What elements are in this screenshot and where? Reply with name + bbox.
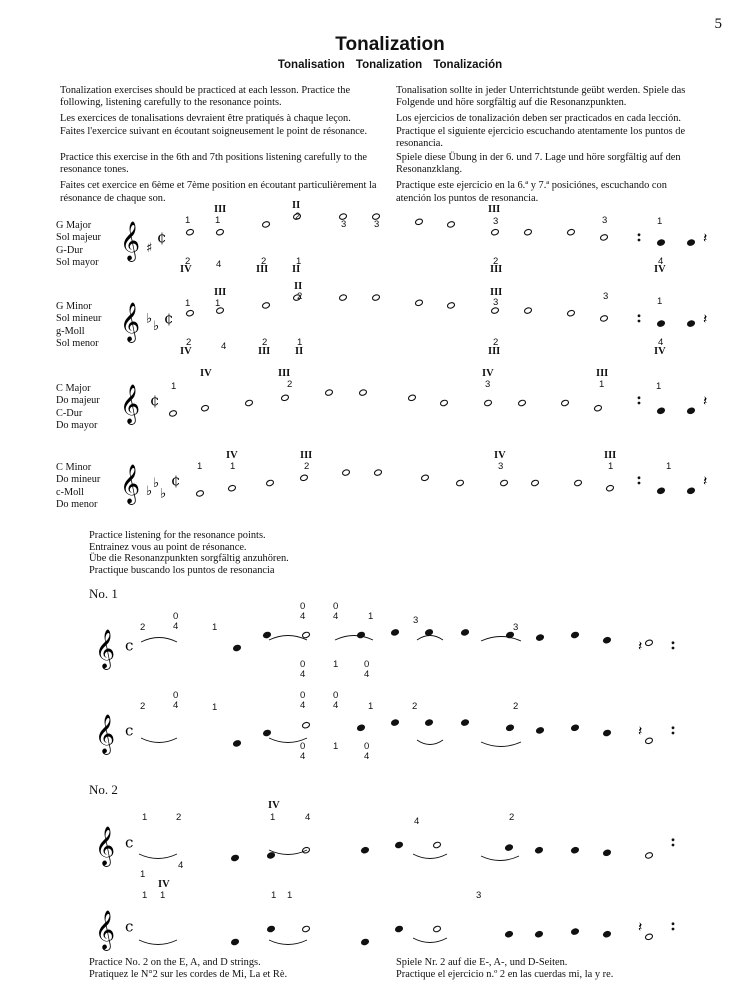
scale-label-c-minor: C Minor Do mineur c-Moll Do menor: [56, 462, 101, 510]
note-head: [361, 847, 370, 854]
treble-clef-icon: 𝄞: [120, 301, 141, 342]
note-head: [687, 487, 696, 494]
note-head: [536, 727, 545, 734]
fingering-number: 1: [271, 890, 277, 901]
fingering-number: 4: [333, 700, 339, 711]
slur: [413, 854, 447, 859]
note-head: [657, 320, 666, 327]
fingering-number: 0: [173, 690, 179, 701]
positions-german: Spiele diese Übung in der 6. und 7. Lage und höre sorgfältig auf den Resonanzklang.: [396, 152, 681, 176]
fingering-number: 3: [485, 379, 491, 390]
note-head: [263, 631, 272, 638]
string-numeral: IV: [482, 368, 494, 379]
fingering-number: 2: [186, 337, 192, 348]
fingering-number: 2: [140, 622, 146, 633]
fingering-number: 1: [212, 702, 218, 713]
note-head: [231, 854, 240, 861]
fingering-number: 2: [261, 256, 267, 267]
exercise-2-title: No. 2: [89, 782, 118, 797]
note-head: [594, 405, 603, 412]
positions-right: [396, 152, 696, 209]
fingering-number: 0: [364, 659, 370, 670]
note-head: [361, 938, 370, 945]
footer-left: Practice No. 2 on the E, A, and D strings. Pratiquez le N°2 sur les cordes de Mi, La et Rè.: [89, 957, 288, 980]
fingering-number: 4: [300, 751, 306, 762]
fingering-number: 2: [185, 256, 191, 267]
note-head: [687, 239, 696, 246]
intro-left: [60, 85, 378, 142]
intro-right: [396, 85, 722, 154]
staff-g-major: [118, 207, 722, 267]
note-head: [535, 931, 544, 938]
note-head: [216, 229, 225, 236]
note-head: [524, 229, 533, 236]
fingering-number: 1: [215, 215, 221, 226]
slur: [335, 636, 373, 641]
string-numeral: III: [278, 368, 291, 379]
intro-spanish: Los ejercicios de tonalización deben ser practicados en cada lección. Practique el siguiente ejercicio escuchando atentamente los puntos de resonancia.: [396, 113, 686, 149]
fingering-number: 4: [658, 337, 664, 348]
fingering-number: 1: [368, 701, 374, 712]
staff-g-minor: [118, 288, 722, 348]
note-head: [571, 724, 580, 731]
note-head: [603, 849, 612, 856]
fingering-number: 4: [305, 812, 311, 823]
fingering-number: 4: [216, 259, 222, 270]
fingering-number: 2: [513, 701, 519, 712]
note-head: [524, 307, 533, 314]
note-head: [531, 479, 540, 486]
time-signature: ¢: [150, 391, 160, 410]
slur: [269, 940, 307, 945]
string-numeral: III: [214, 287, 227, 298]
string-numeral: II: [294, 281, 303, 292]
string-numeral: III: [488, 346, 501, 357]
subtitle-spanish: Tonalización: [433, 59, 503, 71]
note-head: [645, 852, 654, 859]
string-numeral: IV: [654, 264, 666, 275]
fingering-number: 4: [178, 860, 184, 871]
note-head: [357, 631, 366, 638]
fingering-number: 4: [221, 341, 227, 352]
fingering-number: 2: [304, 461, 310, 472]
fingering-number: 3: [413, 615, 419, 626]
fingering-number: 1: [215, 298, 221, 309]
fingering-number: 2: [297, 291, 303, 302]
fingering-number: 4: [300, 669, 306, 680]
note-head: [603, 729, 612, 736]
note-head: [687, 320, 696, 327]
fingering-number: 0: [364, 741, 370, 752]
time-signature: ¢: [164, 309, 174, 328]
slur: [139, 940, 177, 945]
note-head: [395, 841, 404, 848]
treble-clef-icon: 𝄞: [120, 383, 141, 424]
time-signature: c: [125, 636, 134, 655]
page-title: Tonalization: [335, 34, 445, 55]
time-signature: c: [125, 833, 134, 852]
note-head: [657, 487, 666, 494]
note-head: [456, 479, 465, 486]
note-head: [447, 302, 456, 309]
note-head: [267, 925, 276, 932]
note-head: [169, 410, 178, 417]
string-numeral: IV: [158, 879, 170, 890]
rest-icon: 𝄽: [638, 638, 643, 655]
rest-icon: 𝄽: [703, 393, 708, 410]
fingering-number: 1: [142, 812, 148, 823]
note-head: [302, 631, 311, 638]
note-head: [535, 847, 544, 854]
time-signature: ¢: [171, 471, 181, 490]
slur: [141, 738, 177, 743]
positions-left: [60, 152, 378, 209]
page-number: 5: [714, 16, 722, 32]
note-head: [372, 294, 381, 301]
note-head: [484, 399, 493, 406]
rest-icon: 𝄽: [638, 919, 643, 936]
fingering-number: 2: [493, 256, 499, 267]
slur: [417, 636, 443, 641]
scale-label-g-minor: G Minor Sol mineur g-Moll Sol menor: [56, 301, 102, 349]
staff-c-major: [118, 370, 722, 430]
note-head: [263, 729, 272, 736]
treble-clef-icon: 𝄞: [95, 713, 116, 754]
note-head: [425, 719, 434, 726]
note-head: [600, 315, 609, 322]
note-head: [505, 931, 514, 938]
string-numeral: IV: [268, 800, 280, 811]
fingering-number: 0: [300, 659, 306, 670]
flat-icon: ♭: [153, 476, 160, 491]
fingering-number: 1: [333, 741, 339, 752]
fingering-number: 1: [296, 256, 302, 267]
time-signature: c: [125, 721, 134, 740]
flat-icon: ♭: [160, 486, 167, 502]
string-numeral: III: [596, 368, 609, 379]
fingering-number: 1: [230, 461, 236, 472]
treble-clef-icon: 𝄞: [120, 463, 141, 504]
note-head: [600, 234, 609, 241]
fingering-number: 1: [666, 461, 672, 472]
slur: [417, 740, 443, 745]
fingering-number: 1: [270, 812, 276, 823]
resonance-instructions: Practice listening for the resonance points. Entrainez vous au point de résonance. Übe die Resonanzpunkten sorgfältig anzuhören. Practique buscando los puntos de resonancia: [89, 530, 289, 576]
rest-icon: 𝄽: [703, 311, 708, 328]
string-numeral: III: [214, 204, 227, 215]
string-numeral: II: [292, 200, 301, 211]
note-head: [262, 221, 271, 228]
note-head: [325, 389, 334, 396]
fingering-number: 3: [493, 216, 499, 227]
staff-no1-a: [93, 615, 689, 675]
note-head: [281, 394, 290, 401]
fingering-number: 2: [509, 812, 515, 823]
note-head: [201, 405, 210, 412]
note-head: [657, 239, 666, 246]
flat-icon: ♭: [153, 319, 160, 335]
note-head: [425, 629, 434, 636]
slur: [413, 938, 447, 943]
fingering-number: 1: [185, 215, 191, 226]
intro-french: Les exercices de tonalisations devraient être pratiqués à chaque leçon. Faites l'exercice suivant en écoutant soigneusement le point de résonance.: [60, 113, 368, 137]
staff-no1-b: [93, 700, 689, 760]
note-head: [567, 310, 576, 317]
fingering-number: 1: [140, 869, 146, 880]
string-numeral: III: [256, 264, 269, 275]
string-numeral: III: [300, 450, 313, 461]
fingering-number: 1: [160, 890, 166, 901]
note-head: [300, 474, 309, 481]
note-head: [186, 310, 195, 317]
fingering-number: 3: [374, 219, 380, 230]
string-numeral: III: [490, 264, 503, 275]
flat-icon: ♭: [146, 311, 153, 327]
fingering-number: 4: [658, 256, 664, 267]
slur: [481, 856, 519, 861]
slur: [481, 742, 521, 747]
string-numeral: II: [295, 346, 304, 357]
string-numeral: III: [490, 287, 503, 298]
fingering-number: 0: [300, 741, 306, 752]
note-head: [233, 644, 242, 651]
note-head: [567, 229, 576, 236]
fingering-number: 2: [412, 701, 418, 712]
fingering-number: 4: [414, 816, 420, 827]
positions-spanish: Practique este ejercicio en la 6.ª y 7.ª posiciónes, escuchando con atención los puntos de resonancia.: [396, 180, 667, 204]
fingering-number: 1: [197, 461, 203, 472]
treble-clef-icon: 𝄞: [95, 909, 116, 950]
fingering-number: 3: [603, 291, 609, 302]
note-head: [603, 931, 612, 938]
note-head: [266, 479, 275, 486]
fingering-number: 3: [341, 219, 347, 230]
sharp-icon: ♯: [146, 240, 153, 256]
fingering-number: 4: [300, 700, 306, 711]
note-head: [571, 631, 580, 638]
fingering-number: 1: [656, 381, 662, 392]
fingering-number: 1: [287, 890, 293, 901]
fingering-number: 2: [493, 337, 499, 348]
note-head: [603, 637, 612, 644]
note-head: [302, 722, 311, 729]
note-head: [196, 490, 205, 497]
string-numeral: II: [292, 264, 301, 275]
note-head: [433, 841, 442, 848]
positions-french: Faites cet exercice en 6ème et 7ème position en écoutant particulièrement la résonance de chaque son.: [60, 180, 377, 204]
string-numeral: IV: [180, 346, 192, 357]
note-head: [233, 740, 242, 747]
note-head: [657, 407, 666, 414]
note-head: [645, 639, 654, 646]
string-numeral: III: [604, 450, 617, 461]
time-signature: c: [125, 917, 134, 936]
string-numeral: IV: [494, 450, 506, 461]
slur: [269, 636, 307, 641]
intro-german: Tonalisation sollte in jeder Unterrichtstunde geübt werden. Spiele das Folgende und höre sorgfältig auf die Resonanzpunkten.: [396, 85, 686, 109]
page-subtitle: [0, 59, 748, 71]
fingering-number: 3: [513, 622, 519, 633]
note-head: [506, 724, 515, 731]
fingering-number: 1: [185, 298, 191, 309]
note-head: [500, 479, 509, 486]
flat-icon: ♭: [146, 483, 153, 499]
note-head: [262, 302, 271, 309]
positions-english: Practice this exercise in the 6th and 7th positions listening carefully to the resonance tones.: [60, 152, 368, 176]
fingering-number: 2: [287, 379, 293, 390]
slur: [139, 854, 177, 859]
fingering-number: 1: [142, 890, 148, 901]
note-head: [186, 229, 195, 236]
note-head: [645, 737, 654, 744]
string-numeral: III: [258, 346, 271, 357]
note-head: [461, 629, 470, 636]
fingering-number: 4: [173, 700, 179, 711]
note-head: [606, 485, 615, 492]
fingering-number: 0: [333, 690, 339, 701]
note-head: [571, 847, 580, 854]
scale-label-g-major: G Major Sol majeur G-Dur Sol mayor: [56, 220, 101, 268]
fingering-number: 2: [295, 211, 301, 222]
note-head: [267, 852, 276, 859]
note-head: [395, 925, 404, 932]
slur: [141, 638, 177, 643]
footer-right: Spiele Nr. 2 auf die E-, A-, und D-Seiten. Practique el ejercicio n.º 2 en las cuerdas mi, la y re.: [396, 957, 614, 980]
string-numeral: IV: [226, 450, 238, 461]
note-head: [302, 925, 311, 932]
exercise-1-title: No. 1: [89, 586, 118, 601]
note-head: [505, 844, 514, 851]
note-head: [391, 629, 400, 636]
fingering-number: 1: [171, 381, 177, 392]
fingering-number: 1: [657, 296, 663, 307]
fingering-number: 4: [333, 611, 339, 622]
slur: [481, 637, 521, 642]
note-head: [645, 933, 654, 940]
fingering-number: 1: [297, 337, 303, 348]
rest-icon: 𝄽: [703, 230, 708, 247]
note-head: [574, 479, 583, 486]
fingering-number: 1: [657, 216, 663, 227]
fingering-number: 1: [368, 611, 374, 622]
note-head: [491, 229, 500, 236]
fingering-number: 1: [333, 659, 339, 670]
string-numeral: III: [488, 204, 501, 215]
fingering-number: 0: [300, 601, 306, 612]
fingering-number: 3: [602, 215, 608, 226]
note-head: [491, 307, 500, 314]
string-numeral: IV: [200, 368, 212, 379]
rest-icon: 𝄽: [638, 723, 643, 740]
fingering-number: 1: [212, 622, 218, 633]
note-head: [440, 399, 449, 406]
string-numeral: IV: [180, 264, 192, 275]
note-head: [461, 719, 470, 726]
rest-icon: 𝄽: [703, 473, 708, 490]
fingering-number: 3: [498, 461, 504, 472]
note-head: [374, 469, 383, 476]
subtitle-german: Tonalization: [355, 59, 423, 71]
fingering-number: 4: [364, 669, 370, 680]
string-numeral: IV: [654, 346, 666, 357]
note-head: [231, 938, 240, 945]
fingering-number: 0: [300, 690, 306, 701]
note-head: [342, 469, 351, 476]
treble-clef-icon: 𝄞: [95, 628, 116, 669]
note-head: [415, 218, 424, 225]
fingering-number: 2: [140, 701, 146, 712]
fingering-number: 4: [173, 621, 179, 632]
intro-english: Tonalization exercises should be practiced at each lesson. Practice the following, listening carefully to the resonance points.: [60, 85, 351, 109]
staff-no2-b: [93, 896, 689, 956]
note-head: [687, 407, 696, 414]
note-head: [339, 294, 348, 301]
note-head: [571, 928, 580, 935]
note-head: [518, 399, 527, 406]
note-head: [421, 474, 430, 481]
fingering-number: 4: [300, 611, 306, 622]
note-head: [561, 399, 570, 406]
note-head: [415, 299, 424, 306]
note-head: [359, 389, 368, 396]
fingering-number: 0: [333, 601, 339, 612]
fingering-number: 1: [599, 379, 605, 390]
fingering-number: 1: [608, 461, 614, 472]
fingering-number: 2: [176, 812, 182, 823]
treble-clef-icon: 𝄞: [120, 220, 141, 261]
note-head: [447, 221, 456, 228]
note-head: [357, 724, 366, 731]
fingering-number: 4: [364, 751, 370, 762]
fingering-number: 0: [173, 611, 179, 622]
staff-c-minor: [118, 450, 722, 510]
fingering-number: 3: [493, 297, 499, 308]
note-head: [433, 925, 442, 932]
note-head: [536, 634, 545, 641]
scale-label-c-major: C Major Do majeur C-Dur Do mayor: [56, 383, 100, 431]
treble-clef-icon: 𝄞: [95, 825, 116, 866]
note-head: [408, 394, 417, 401]
subtitle-french: Tonalisation: [277, 59, 345, 71]
fingering-number: 2: [262, 337, 268, 348]
fingering-number: 3: [476, 890, 482, 901]
note-head: [391, 719, 400, 726]
note-head: [228, 485, 237, 492]
time-signature: ¢: [157, 228, 167, 247]
note-head: [245, 399, 254, 406]
